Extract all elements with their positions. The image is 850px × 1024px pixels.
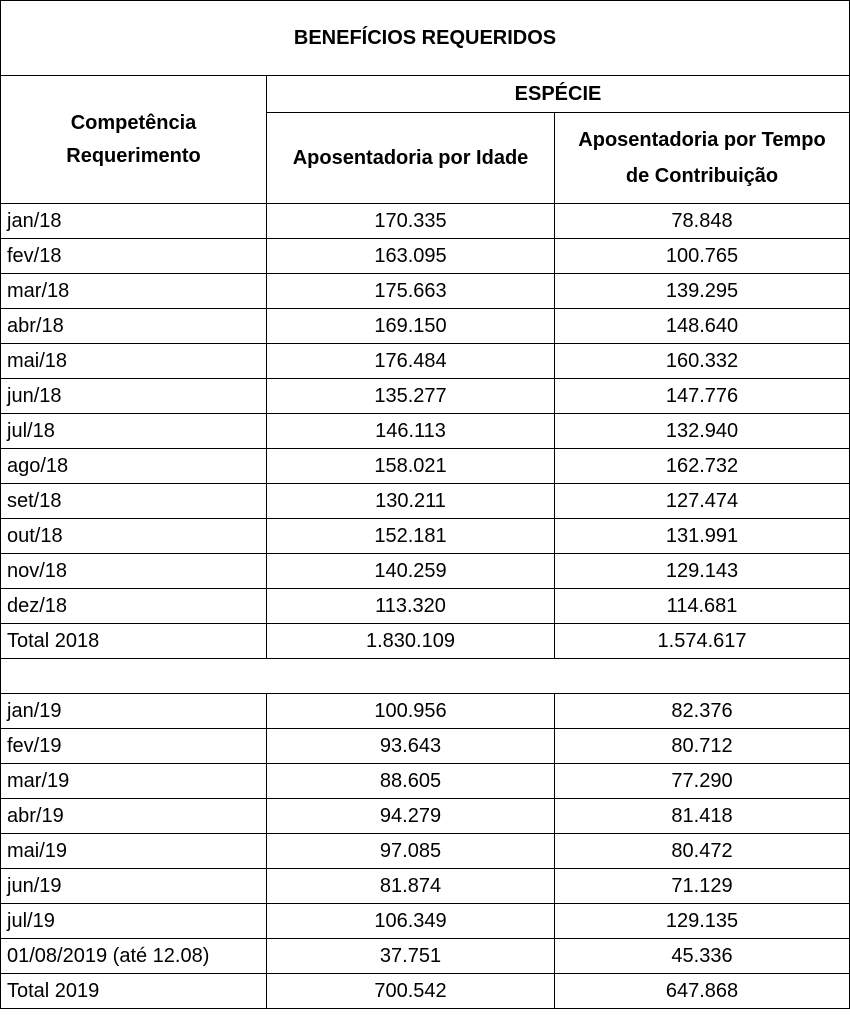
row-label: abr/19 — [1, 799, 267, 834]
idade-value: 163.095 — [267, 239, 555, 274]
row-label: mai/19 — [1, 834, 267, 869]
row-label: nov/18 — [1, 554, 267, 589]
row-label: out/18 — [1, 519, 267, 554]
table-row — [1, 904, 850, 939]
tempo-value: 148.640 — [555, 309, 850, 344]
header-row-1 — [1, 76, 850, 113]
spacer-row — [1, 659, 850, 694]
idade-value: 37.751 — [267, 939, 555, 974]
total-2018-label: Total 2018 — [1, 624, 267, 659]
tempo-value: 45.336 — [555, 939, 850, 974]
row-label: jun/18 — [1, 379, 267, 414]
row-label: mai/18 — [1, 344, 267, 379]
idade-value: 146.113 — [267, 414, 555, 449]
table-row — [1, 484, 850, 519]
competencia-header-line2: Requerimento — [66, 144, 201, 167]
tempo-value: 129.143 — [555, 554, 850, 589]
total-2019-idade: 700.542 — [267, 974, 555, 1009]
tempo-value: 127.474 — [555, 484, 850, 519]
table-row — [1, 589, 850, 624]
idade-value: 130.211 — [267, 484, 555, 519]
competencia-header — [1, 76, 267, 204]
row-label: ago/18 — [1, 449, 267, 484]
table-row — [1, 379, 850, 414]
table-body — [1, 204, 850, 1009]
table-row — [1, 344, 850, 379]
idade-value: 97.085 — [267, 834, 555, 869]
table-row — [1, 519, 850, 554]
table-row — [1, 204, 850, 239]
row-label: mar/19 — [1, 764, 267, 799]
idade-value: 152.181 — [267, 519, 555, 554]
tempo-value: 80.472 — [555, 834, 850, 869]
row-label: fev/18 — [1, 239, 267, 274]
table-row — [1, 274, 850, 309]
tempo-column-header — [555, 113, 850, 204]
tempo-value: 78.848 — [555, 204, 850, 239]
spacer-cell — [1, 659, 850, 694]
idade-column-header: Aposentadoria por Idade — [267, 113, 555, 204]
idade-value: 113.320 — [267, 589, 555, 624]
total-2019-label: Total 2019 — [1, 974, 267, 1009]
row-label: set/18 — [1, 484, 267, 519]
table-row — [1, 694, 850, 729]
table-row — [1, 414, 850, 449]
row-label: jan/18 — [1, 204, 267, 239]
idade-value: 135.277 — [267, 379, 555, 414]
tempo-value: 114.681 — [555, 589, 850, 624]
idade-value: 158.021 — [267, 449, 555, 484]
idade-value: 94.279 — [267, 799, 555, 834]
tempo-column-header-line1: Aposentadoria por Tempo — [578, 129, 826, 151]
table-row — [1, 764, 850, 799]
title-row — [1, 1, 850, 76]
idade-value: 175.663 — [267, 274, 555, 309]
competencia-header-line1: Competência — [70, 111, 197, 134]
tempo-value: 139.295 — [555, 274, 850, 309]
row-label: fev/19 — [1, 729, 267, 764]
idade-value: 100.956 — [267, 694, 555, 729]
tempo-column-header-line2: de Contribuição — [625, 165, 779, 187]
table-row — [1, 309, 850, 344]
tempo-value: 132.940 — [555, 414, 850, 449]
table-row — [1, 729, 850, 764]
row-label: jan/19 — [1, 694, 267, 729]
idade-value: 88.605 — [267, 764, 555, 799]
idade-value: 169.150 — [267, 309, 555, 344]
row-label: mar/18 — [1, 274, 267, 309]
total-2018-tempo: 1.574.617 — [555, 624, 850, 659]
tempo-value: 129.135 — [555, 904, 850, 939]
total-row-2018 — [1, 624, 850, 659]
table-row — [1, 834, 850, 869]
table-row — [1, 939, 850, 974]
tempo-value: 131.991 — [555, 519, 850, 554]
table-row — [1, 449, 850, 484]
idade-value: 81.874 — [267, 869, 555, 904]
especie-header: ESPÉCIE — [267, 76, 850, 113]
table-title: BENEFÍCIOS REQUERIDOS — [1, 1, 850, 76]
row-label: abr/18 — [1, 309, 267, 344]
tempo-value: 80.712 — [555, 729, 850, 764]
idade-value: 170.335 — [267, 204, 555, 239]
total-row-2019 — [1, 974, 850, 1009]
tempo-value: 77.290 — [555, 764, 850, 799]
total-2018-idade: 1.830.109 — [267, 624, 555, 659]
row-label: jun/19 — [1, 869, 267, 904]
table-row — [1, 239, 850, 274]
table-row — [1, 554, 850, 589]
idade-value: 93.643 — [267, 729, 555, 764]
idade-value: 106.349 — [267, 904, 555, 939]
total-2019-tempo: 647.868 — [555, 974, 850, 1009]
tempo-value: 147.776 — [555, 379, 850, 414]
tempo-value: 71.129 — [555, 869, 850, 904]
table-row — [1, 869, 850, 904]
tempo-value: 160.332 — [555, 344, 850, 379]
row-label: jul/19 — [1, 904, 267, 939]
tempo-value: 100.765 — [555, 239, 850, 274]
table-row — [1, 799, 850, 834]
idade-value: 140.259 — [267, 554, 555, 589]
row-label: jul/18 — [1, 414, 267, 449]
row-label: 01/08/2019 (até 12.08) — [1, 939, 267, 974]
tempo-value: 82.376 — [555, 694, 850, 729]
tempo-value: 162.732 — [555, 449, 850, 484]
idade-value: 176.484 — [267, 344, 555, 379]
tempo-value: 81.418 — [555, 799, 850, 834]
row-label: dez/18 — [1, 589, 267, 624]
